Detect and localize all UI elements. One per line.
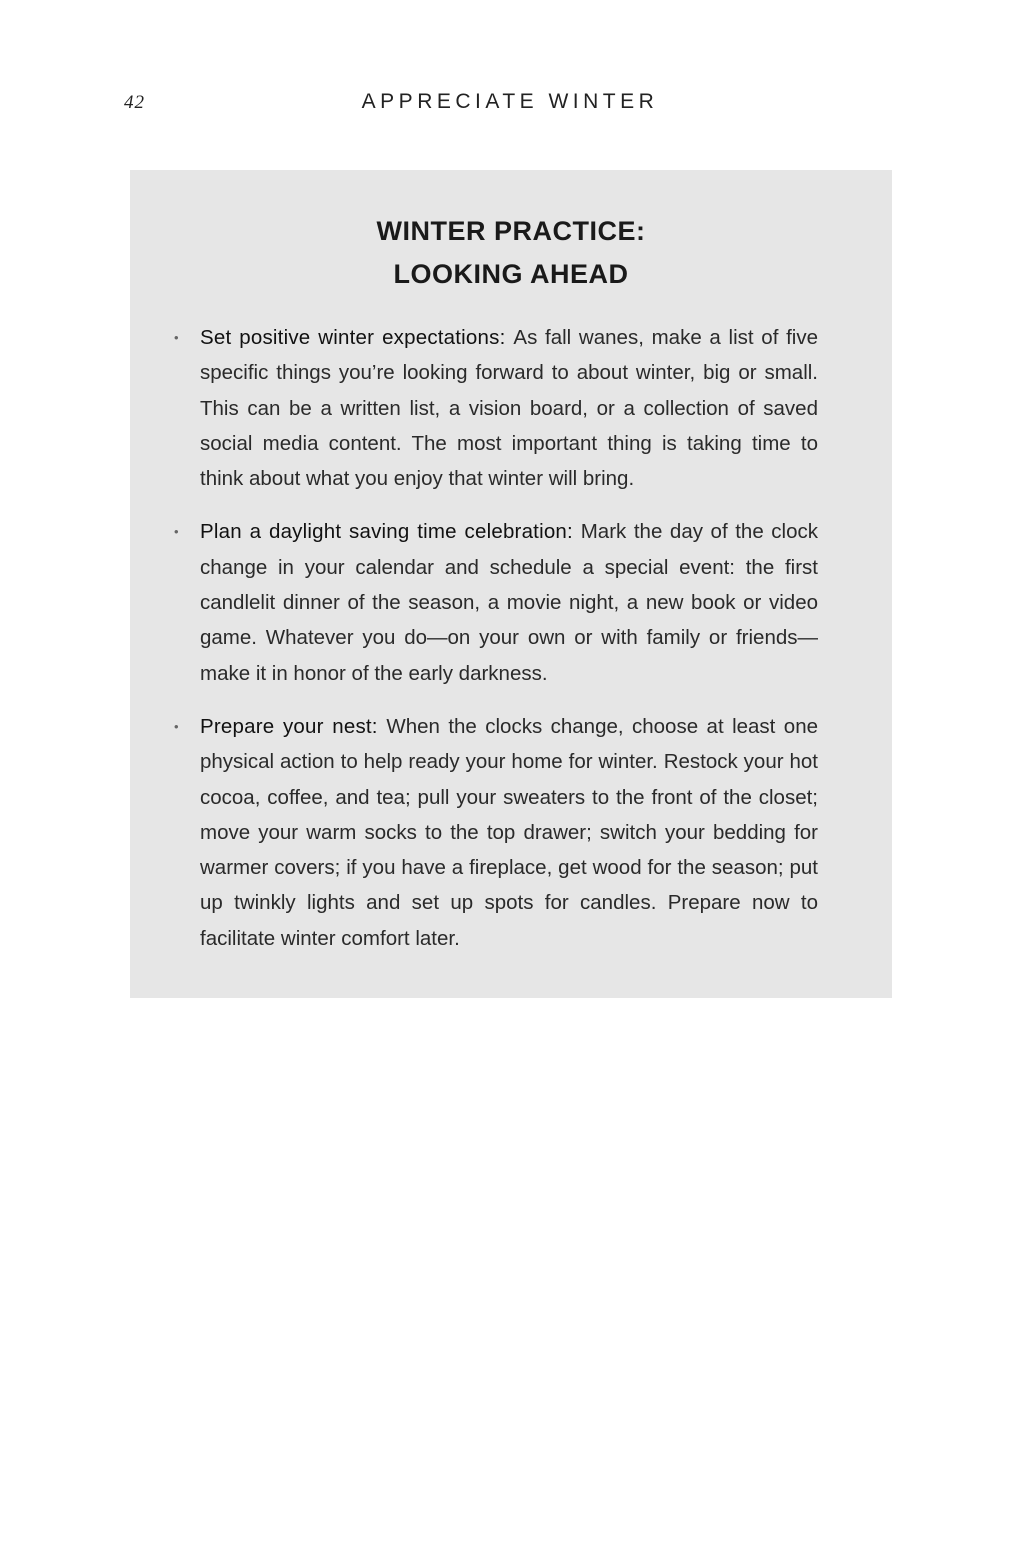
bullet-icon: • (174, 330, 179, 345)
practice-item-celebration (130, 514, 892, 690)
bullet-icon: • (174, 524, 179, 540)
practice-box (130, 170, 892, 998)
practice-item-lead: Set positive winter expectations: (200, 326, 514, 349)
bullet-icon: • (174, 718, 179, 734)
practice-item-lead: Plan a daylight saving time celebration: (200, 520, 581, 544)
practice-item-nest (130, 709, 892, 956)
practice-list (130, 320, 892, 974)
practice-item-text: When the clocks change, choose at least one physical action to help ready your home for winter. Restock your hot cocoa, coffee, and tea; pull your sweaters to the front of the closet; move your warm socks to the top drawer; switch your bedding for warmer covers; if you have a fireplace, get wood for the season; put up twinkly lights and set up spots for candles. Prepare now to facilitate winter comfort later. (200, 714, 818, 950)
practice-item-text: As fall wanes, make a list of five specific things you’re looking forward to about winter, big or small. This can be a written list, a vision board, or a collection of saved social media content. The most important thing is taking time to think about what you enjoy that winter will bring. (200, 326, 818, 491)
practice-title-line-2: LOOKING AHEAD (393, 259, 629, 289)
practice-item-expectations (130, 320, 892, 496)
practice-item-text: Mark the day of the clock change in your calendar and schedule a special event: the first candlelit dinner of the season, a movie night, a new book or video game. Whatever you do—on your own or with family or friends—make it in honor of the early darkness. (200, 520, 818, 685)
practice-item-lead: Prepare your nest: (200, 714, 387, 738)
page-number: 42 (124, 92, 145, 113)
practice-title-line-1: WINTER PRACTICE: (376, 216, 646, 246)
practice-title (130, 210, 892, 296)
running-head: APPRECIATE WINTER (361, 90, 659, 113)
